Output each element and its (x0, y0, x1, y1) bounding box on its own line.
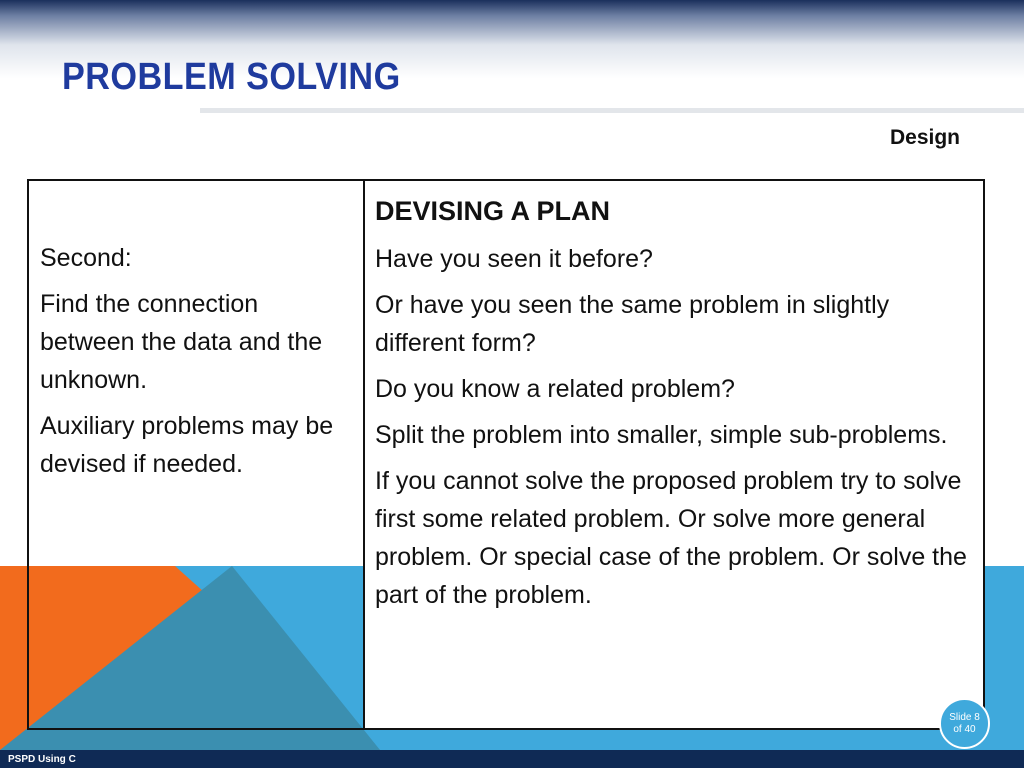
slide-title: PROBLEM SOLVING (62, 56, 401, 98)
plan-item: If you cannot solve the proposed problem try to solve first some related problem. Or solve more general problem. Or special case of the problem. Or solve the part of the problem. (375, 467, 967, 610)
content-table (27, 179, 985, 730)
left-item: Auxiliary problems may be devised if needed. (40, 412, 334, 478)
plan-item: Or have you seen the same problem in slightly different form? (375, 291, 890, 358)
slide-number: Slide 8 (949, 711, 980, 723)
footer-text: PSPD Using C (8, 754, 76, 765)
left-item: Find the connection between the data and the unknown. (40, 290, 323, 394)
left-item: Second: (40, 244, 132, 272)
left-column (29, 181, 365, 728)
plan-item: Do you know a related problem? (375, 375, 735, 404)
footer-bar (0, 750, 1024, 768)
slide-number-badge (939, 698, 990, 749)
section-label: Design (889, 126, 960, 149)
plan-heading: DEVISING A PLAN (375, 196, 611, 226)
plan-item: Have you seen it before? (375, 245, 653, 274)
right-column (365, 181, 983, 728)
plan-item: Split the problem into smaller, simple sub-problems. (375, 421, 948, 450)
slide-total: of 40 (953, 723, 976, 735)
